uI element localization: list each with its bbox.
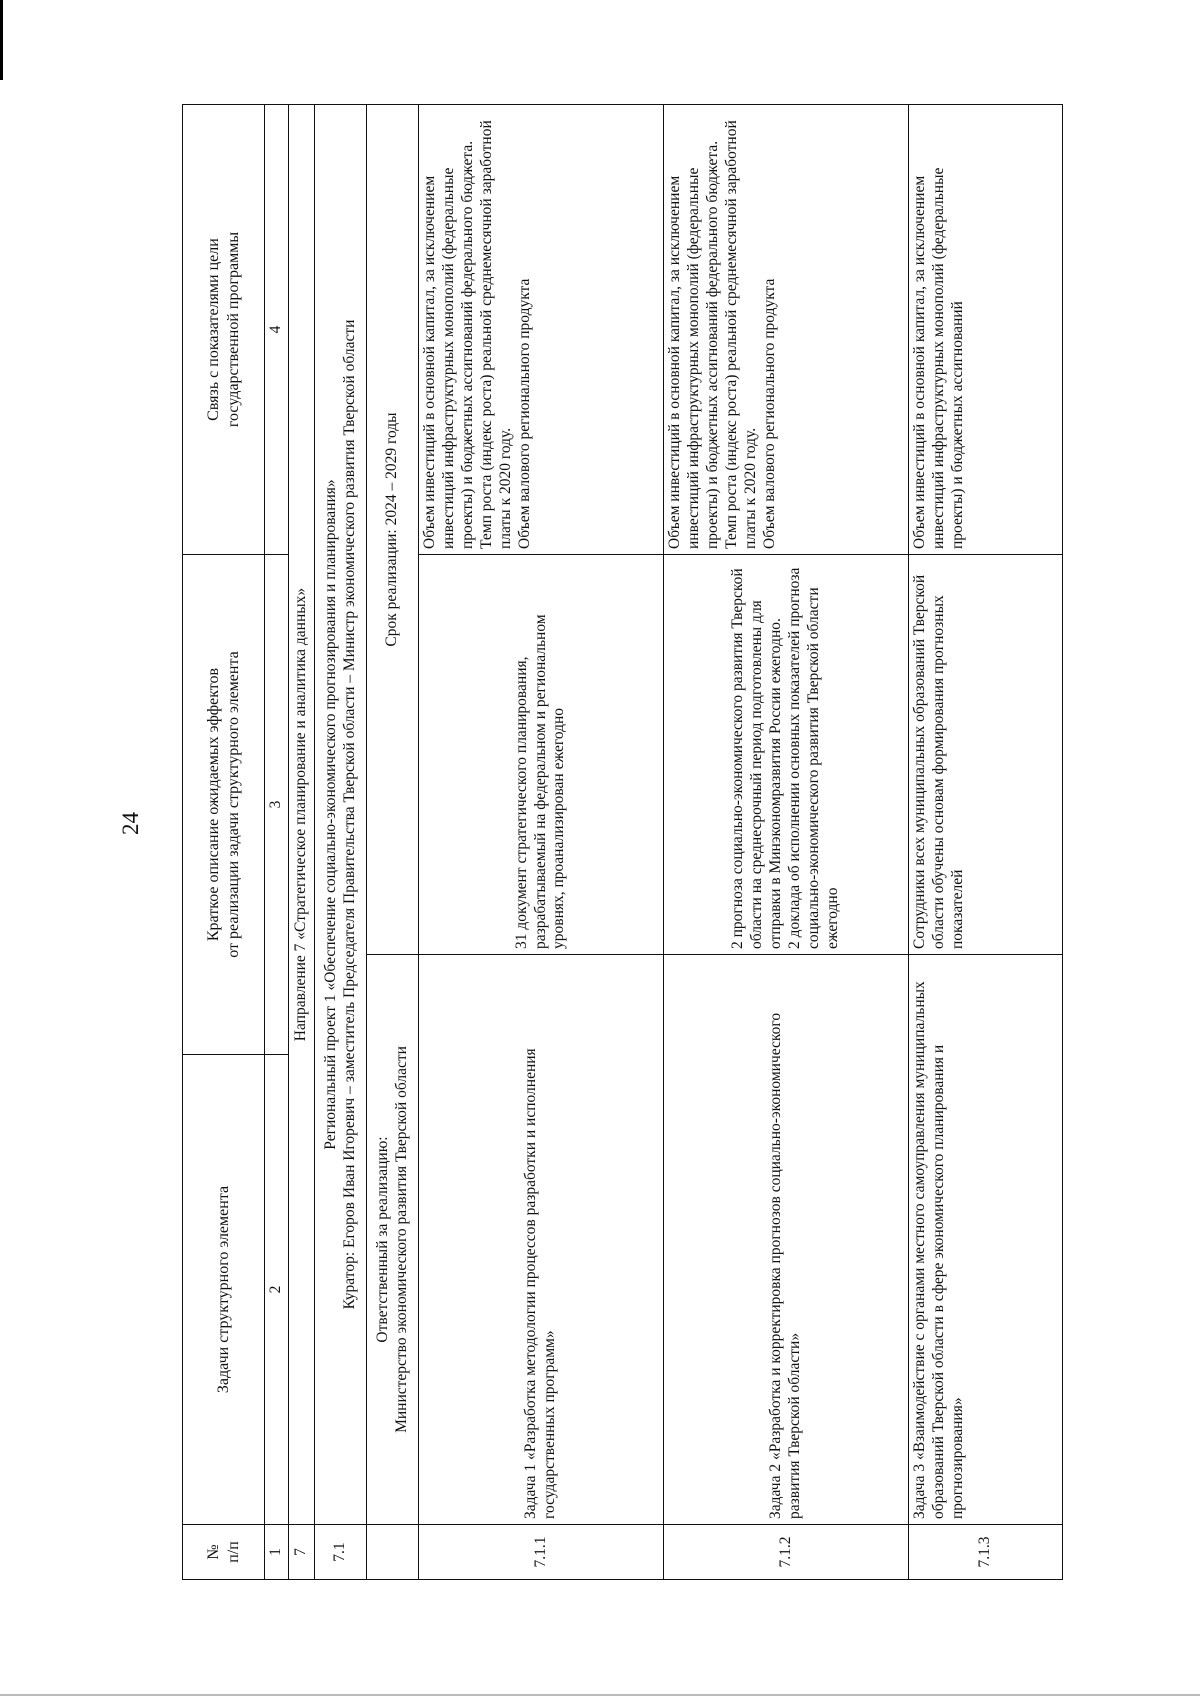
row-task: Задача 2 «Разработка и корректировка прогнозов социально-экономического развития Тверской области»: [664, 955, 909, 1525]
header-effects: Краткое описание ожидаемых эффектов от реализации задачи структурного элемента: [183, 555, 265, 1055]
row-link: Объем инвестиций в основной капитал, за исключением инвестиций инфраструктурных монополий (федеральные проекты) и бюджетных ассигнований федерального бюджета. Темп роста (индекс роста) реальной среднемесячной заработной платы к 2020 году. Объем валового регионального продукта: [664, 105, 909, 555]
project-curator: Куратор: Егоров Иван Игоревич – заместитель Председателя Правительства Тверской области – Министр экономического развития Тверской области: [340, 319, 358, 1310]
structural-elements-table: [182, 104, 1063, 1580]
direction-row: [289, 105, 315, 1580]
implementation-term: Срок реализации: 2024 – 2029 годы: [367, 105, 419, 955]
responsible-label: Ответственный за реализацию:: [373, 1136, 391, 1343]
scan-edge-mark: [0, 1694, 1200, 1696]
header-link: Связь с показателями цели государственной программы: [183, 105, 265, 555]
scan-edge-mark: [0, 0, 3, 80]
row-num: 7.1.3: [909, 1525, 1063, 1580]
direction-num: 7: [289, 1525, 315, 1580]
col-number: 3: [265, 555, 289, 1055]
row-task: Задача 3 «Взаимодействие с органами местного самоуправления муниципальных образований Тверской области в сфере экономического планирования и прогнозирования»: [909, 955, 1063, 1525]
page-number: 24: [118, 812, 143, 835]
project-row: [315, 105, 367, 1580]
rotated-table-container: [182, 105, 1062, 1580]
row-effect: 2 прогноза социально-экономического развития Тверской области на среднесрочный период подготовлены для отправки в Минэкономразвития России ежегодно. 2 доклада об исполнении основных показателей прогноза социально-экономического развития Тверской области ежегодно: [664, 555, 909, 955]
project-title: Региональный проект 1 «Обеспечение социально-экономического прогнозирования и планирования»: [321, 479, 339, 1150]
row-task: Задача 1 «Разработка методологии процессов разработки и исполнения государственных программ»: [419, 955, 664, 1525]
row-effect: 31 документ стратегического планирования, разрабатываемый на федеральном и региональном уровнях, проанализирован ежегодно: [419, 555, 664, 955]
direction-title: Направление 7 «Стратегическое планирование и аналитика данных»: [289, 105, 315, 1525]
header-num: № п/п: [183, 1525, 265, 1580]
col-number: 4: [265, 105, 289, 555]
table-row: [664, 105, 909, 1580]
row-link: Объем инвестиций в основной капитал, за исключением инвестиций инфраструктурных монополий (федеральные проекты) и бюджетных ассигнований федерального бюджета. Темп роста (индекс роста) реальной среднемесячной заработной платы к 2020 году. Объем валового регионального продукта: [419, 105, 664, 555]
row-effect: Сотрудники всех муниципальных образований Тверской области обучены основам формирования прогнозных показателей: [909, 555, 1063, 955]
project-num: 7.1: [315, 1525, 367, 1580]
responsible-value: Министерство экономического развития Тверской области: [392, 1046, 410, 1433]
table-row: [909, 105, 1063, 1580]
table-row: [419, 105, 664, 1580]
row-link: Объем инвестиций в основной капитал, за исключением инвестиций инфраструктурных монополий (федеральные проекты) и бюджетных ассигнований: [909, 105, 1063, 555]
header-tasks: Задачи структурного элемента: [183, 1055, 265, 1525]
col-number: 1: [265, 1525, 289, 1580]
responsible-row: [367, 105, 419, 1580]
column-numbers-row: [265, 105, 289, 1580]
row-num: 7.1.1: [419, 1525, 664, 1580]
table-header-row: [183, 105, 265, 1580]
responsible-cell: [367, 955, 419, 1525]
project-cell: [315, 105, 367, 1525]
col-number: 2: [265, 1055, 289, 1525]
responsible-num-cell: [367, 1525, 419, 1580]
row-num: 7.1.2: [664, 1525, 909, 1580]
